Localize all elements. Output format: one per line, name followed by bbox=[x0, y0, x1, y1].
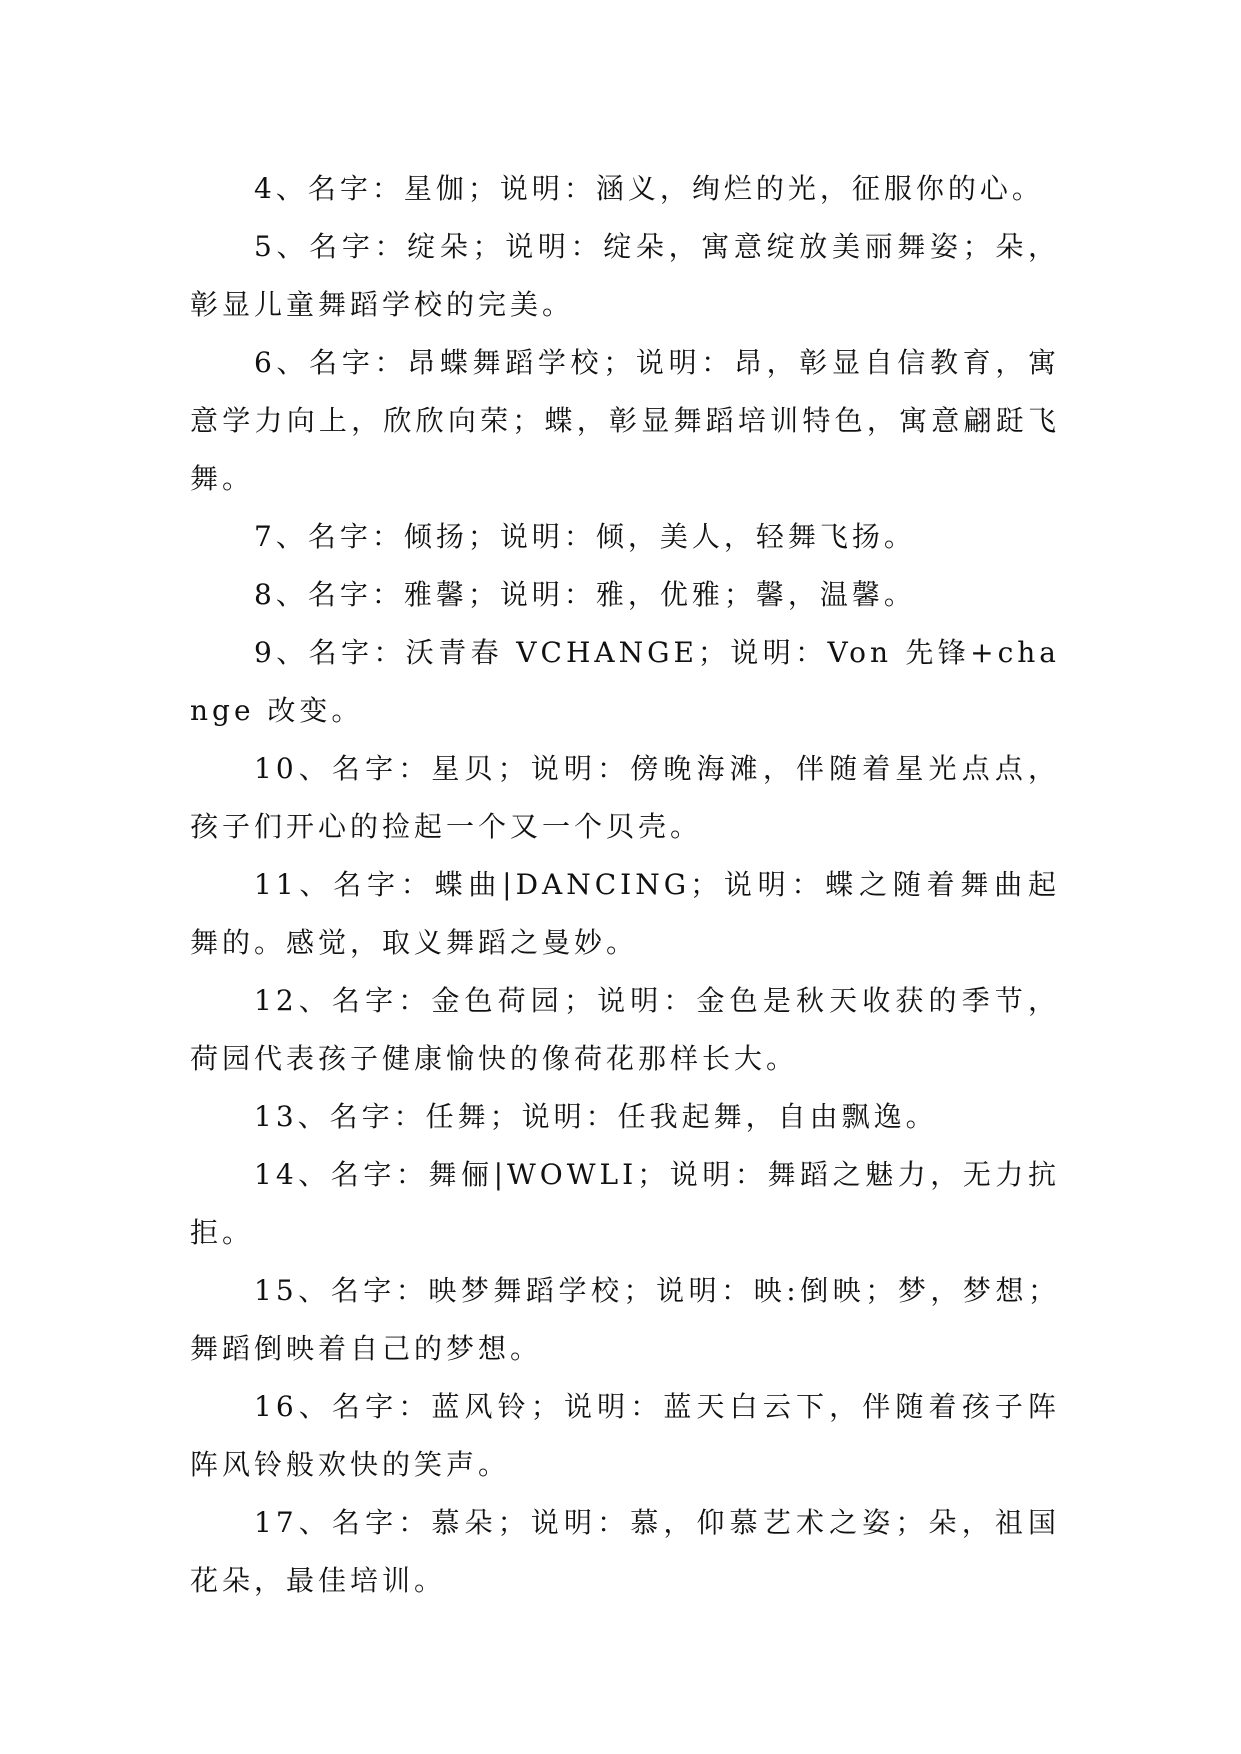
list-item-11: 11、名字：蝶曲|DANCING；说明：蝶之随着舞曲起舞的。感觉，取义舞蹈之曼妙。 bbox=[190, 868, 1060, 959]
list-item-13: 13、名字：任舞；说明：任我起舞，自由飘逸。 bbox=[254, 1100, 938, 1133]
list-item-5: 5、名字：绽朵；说明：绽朵，寓意绽放美丽舞姿；朵，彰显儿童舞蹈学校的完美。 bbox=[190, 230, 1060, 321]
list-item-14: 14、名字：舞俪|WOWLI；说明：舞蹈之魅力，无力抗拒。 bbox=[190, 1158, 1060, 1249]
list-item-7: 7、名字：倾扬；说明：倾，美人，轻舞飞扬。 bbox=[254, 520, 916, 553]
list-item-10: 10、名字：星贝；说明：傍晚海滩，伴随着星光点点，孩子们开心的捡起一个又一个贝壳。 bbox=[190, 752, 1060, 843]
list-item-6: 6、名字：昂蝶舞蹈学校；说明：昂，彰显自信教育，寓意学力向上，欣欣向荣；蝶，彰显舞蹈培训特色，寓意翩跹飞舞。 bbox=[190, 346, 1060, 495]
list-item-8: 8、名字：雅馨；说明：雅，优雅；馨，温馨。 bbox=[254, 578, 916, 611]
list-item-4: 4、名字：星伽；说明：涵义，绚烂的光，征服你的心。 bbox=[254, 172, 1044, 205]
list-item-15: 15、名字：映梦舞蹈学校；说明：映:倒映；梦，梦想；舞蹈倒映着自己的梦想。 bbox=[190, 1274, 1060, 1365]
list-item-12: 12、名字：金色荷园；说明：金色是秋天收获的季节，荷园代表孩子健康愉快的像荷花那样长大。 bbox=[190, 984, 1060, 1075]
document-body bbox=[190, 160, 1060, 1610]
list-item-9: 9、名字：沃青春 VCHANGE；说明：Von 先锋+change 改变。 bbox=[190, 636, 1060, 727]
list-item-17: 17、名字：慕朵；说明：慕，仰慕艺术之姿；朵，祖国花朵，最佳培训。 bbox=[190, 1506, 1060, 1597]
list-item-16: 16、名字：蓝风铃；说明：蓝天白云下，伴随着孩子阵阵风铃般欢快的笑声。 bbox=[190, 1390, 1060, 1481]
